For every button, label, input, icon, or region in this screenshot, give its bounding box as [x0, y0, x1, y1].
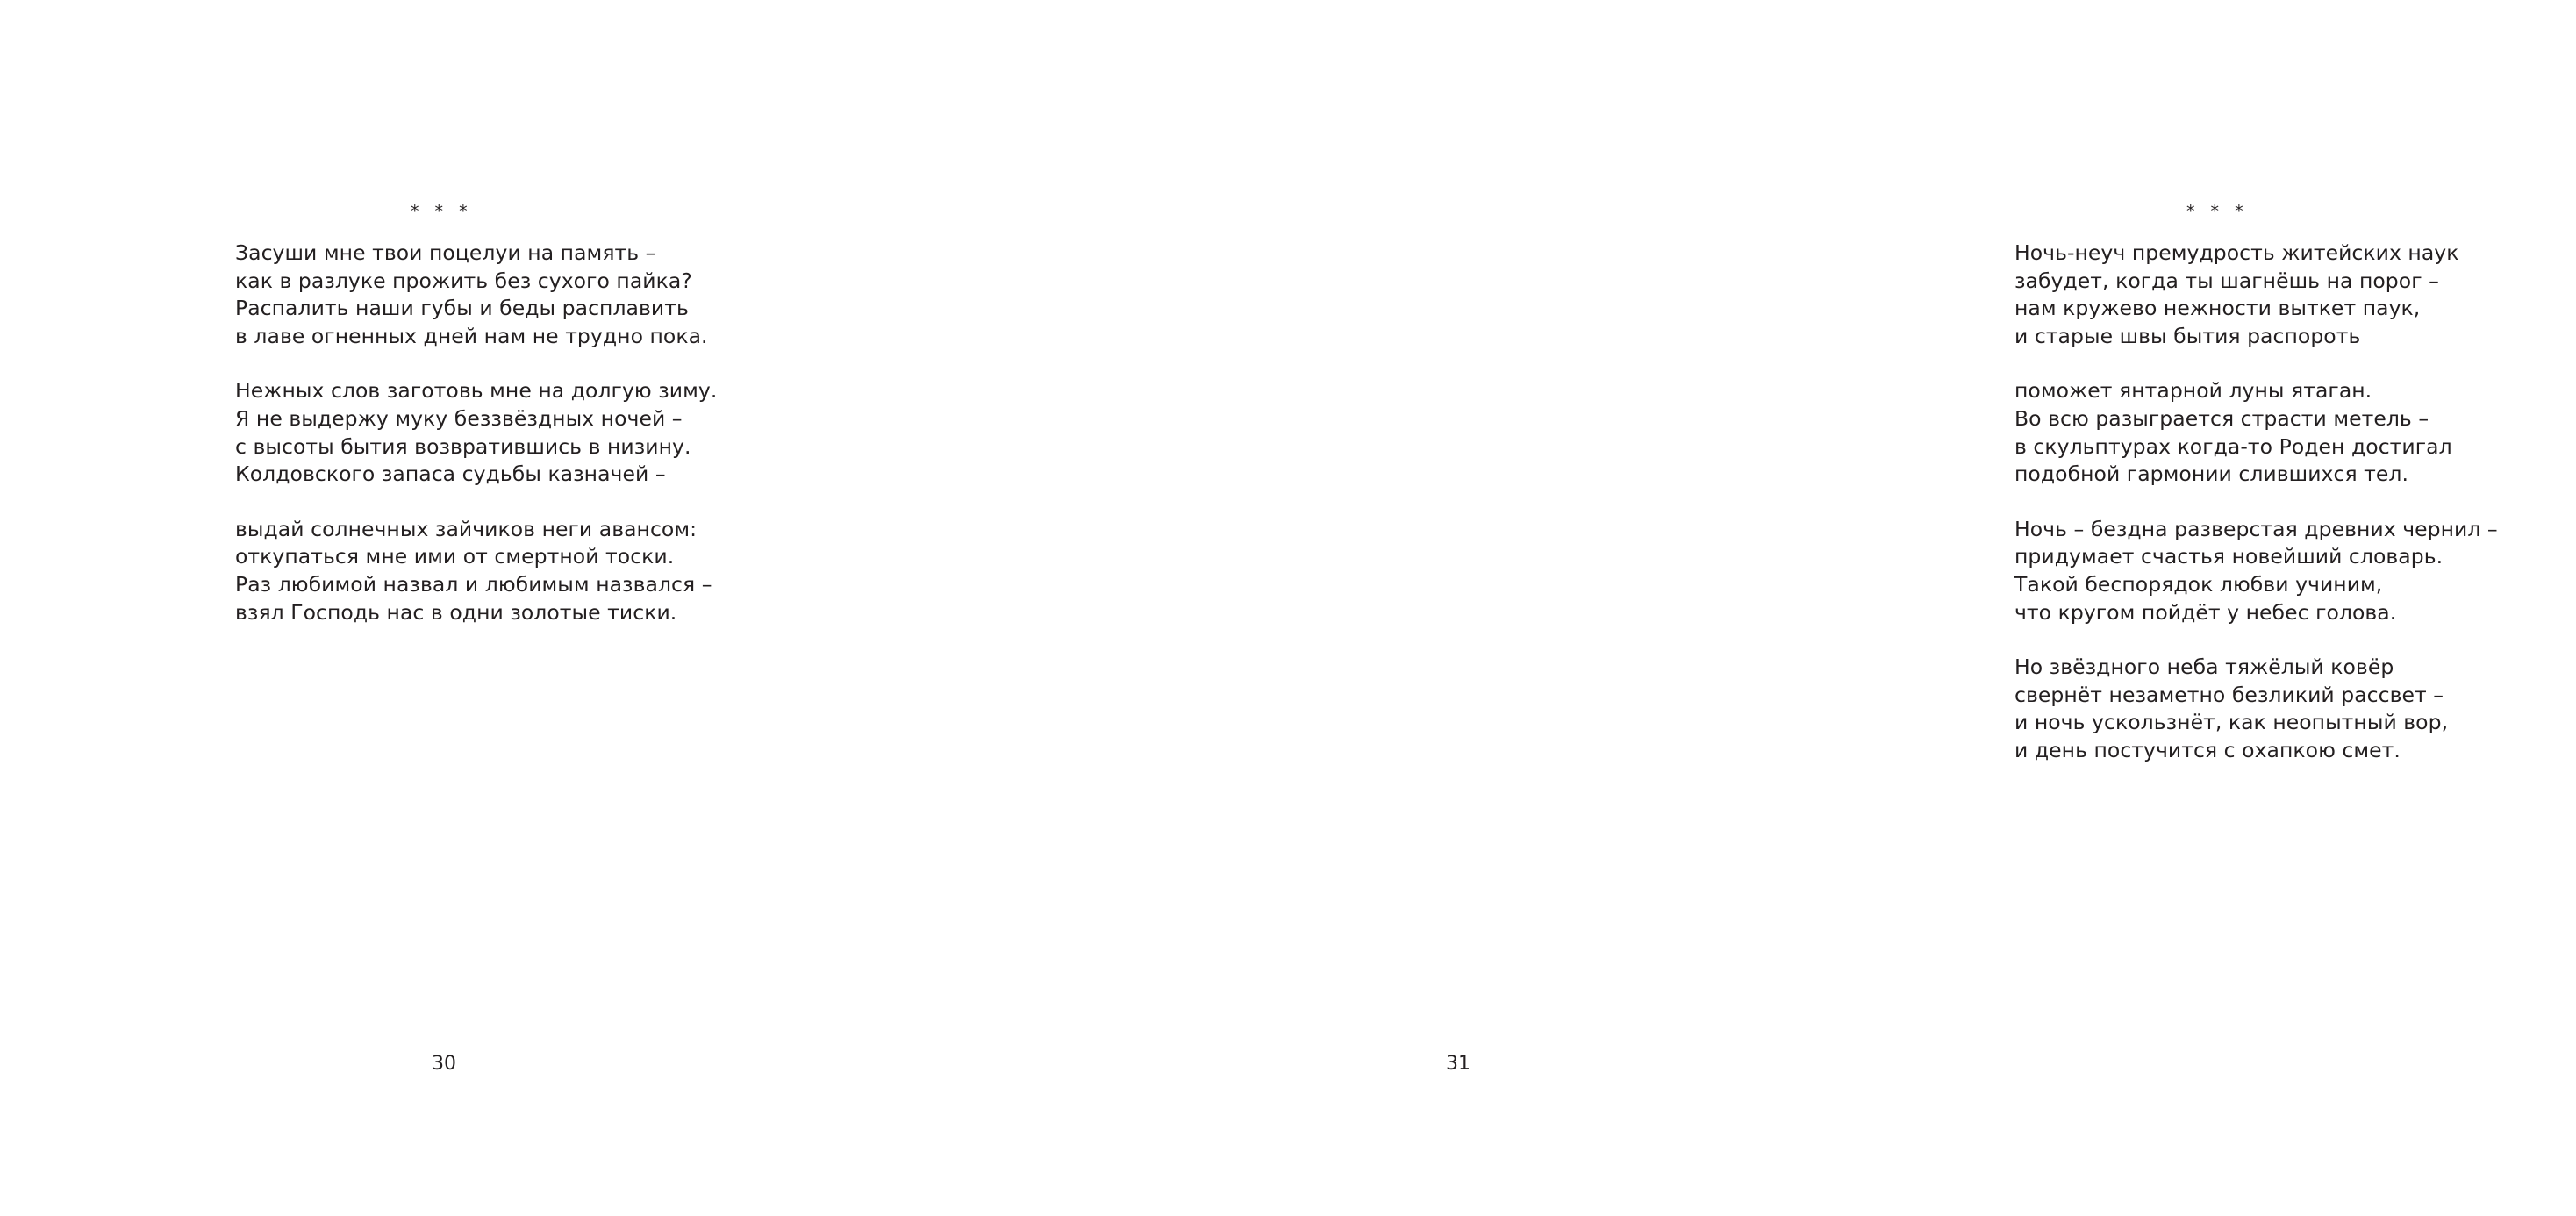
- section-divider-asterisks: * * *: [411, 202, 473, 221]
- stanza: [235, 516, 797, 626]
- page-number-left: 30: [432, 1053, 456, 1075]
- poem-line: с высоты бытия возвратившись в низину.: [235, 433, 691, 459]
- poem-line: Такой беспорядок любви учиним,: [2014, 571, 2383, 597]
- poem-line: Засуши мне твои поцелуи на память –: [235, 240, 656, 265]
- poem-line: и старые швы бытия распороть: [2014, 323, 2361, 348]
- poem-line: забудет, когда ты шагнёшь на порог –: [2014, 268, 2439, 293]
- poem-line: выдай солнечных зайчиков неги авансом:: [235, 516, 698, 541]
- poem-line: в скульптурах когда-то Роден достигал: [2014, 433, 2452, 459]
- poem-line: нам кружево нежности выткет паук,: [2014, 296, 2421, 321]
- poem-line: как в разлуке прожить без сухого пайка?: [235, 268, 692, 293]
- stanza: [2014, 516, 2576, 626]
- stanza: [2014, 654, 2576, 764]
- poem-line: что кругом пойдёт у небес голова.: [2014, 599, 2397, 625]
- poem-right: [2014, 204, 2576, 765]
- page-number-right: 31: [1446, 1053, 1470, 1075]
- section-divider-asterisks: * * *: [2186, 202, 2249, 221]
- stanza: [2014, 377, 2576, 488]
- stanza: [2014, 240, 2576, 350]
- poem-line: Распалить наши губы и беды расплавить: [235, 296, 689, 321]
- poem-line: свернёт незаметно безликий рассвет –: [2014, 682, 2444, 707]
- poem-line: Колдовского запаса судьбы казначей –: [235, 461, 666, 487]
- poem-line: поможет янтарной луны ятаган.: [2014, 378, 2372, 404]
- stanza: [235, 240, 797, 350]
- poem-line: Раз любимой назвал и любимым назвался –: [235, 571, 712, 597]
- poem-line: откупаться мне ими от смертной тоски.: [235, 544, 675, 569]
- poem-line: придумает счастья новейший словарь.: [2014, 544, 2444, 569]
- page-left: [0, 0, 881, 1216]
- poem-line: Ночь-неуч премудрость житейских наук: [2014, 240, 2459, 265]
- poem-line: в лаве огненных дней нам не трудно пока.: [235, 323, 708, 348]
- poem-left: [235, 204, 797, 626]
- poem-line: Я не выдержу муку беззвёздных ночей –: [235, 405, 683, 431]
- poem-line: Нежных слов заготовь мне на долгую зиму.: [235, 378, 718, 404]
- poem-line: Во всю разыграется страсти метель –: [2014, 405, 2429, 431]
- poem-line: взял Господь нас в одни золотые тиски.: [235, 599, 677, 625]
- page-right: [882, 0, 2498, 1216]
- poem-line: Но звёздного неба тяжёлый ковёр: [2014, 654, 2394, 680]
- poem-line: подобной гармонии слившихся тел.: [2014, 461, 2409, 487]
- poem-line: Ночь – бездна разверстая древних чернил –: [2014, 516, 2498, 541]
- poem-line: и ночь ускользнёт, как неопытный вор,: [2014, 710, 2449, 735]
- poem-line: и день постучится с охапкою смет.: [2014, 737, 2401, 762]
- stanza: [235, 377, 797, 488]
